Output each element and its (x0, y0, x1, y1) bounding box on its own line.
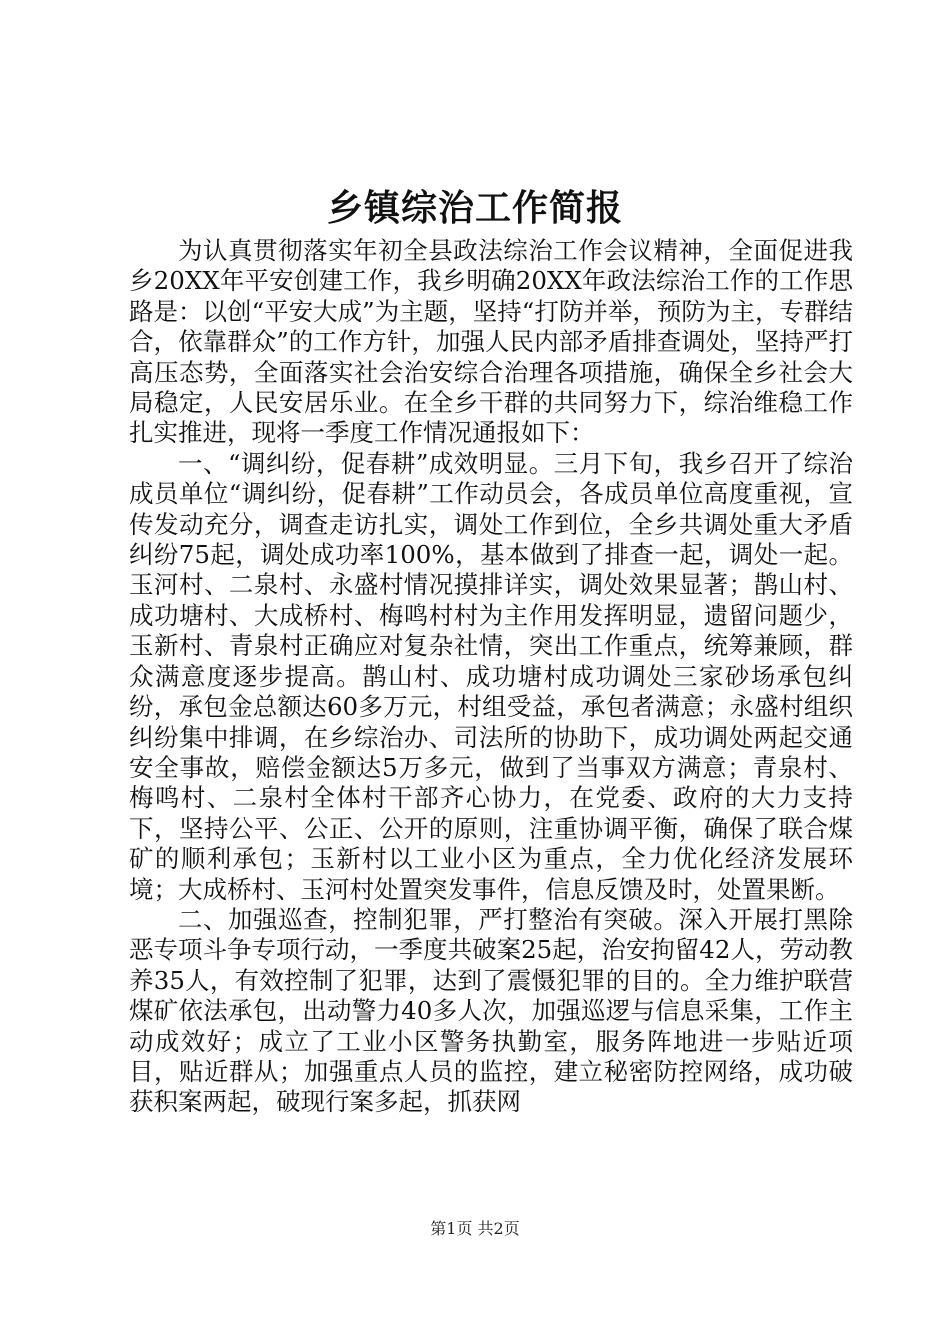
page-number-footer: 第1页 共2页 (430, 1219, 520, 1238)
paragraph-section-1: 一、“调纠纷，促春耕”成效明显。三月下旬，我乡召开了综治成员单位“调纠纷，促春耕”工作动员会，各成员单位高度重视，宣传发动充分，调查走访扎实，调处工作到位，全乡共调处重大矛盾纠纷75起，调处成功率100%，基本做到了排查一起，调处一起。玉河村、二泉村、永盛村情况摸排详实，调处效果显著；鹊山村、成功塘村、大成桥村、梅鸣村村为主作用发挥明显，遗留问题少，玉新村、青泉村正确应对复杂社情，突出工作重点，统筹兼顾，群众满意度逐步提高。鹊山村、成功塘村成功调处三家砂场承包纠纷，承包金总额达60多万元，村组受益，承包者满意；永盛村组织纠纷集中排调，在乡综治办、司法所的协助下，成功调处两起交通安全事故，赔偿金额达5万多元，做到了当事双方满意；青泉村、梅鸣村、二泉村全体村干部齐心协力，在党委、政府的大力支持下，坚持公平、公正、公开的原则，注重协调平衡，确保了联合煤矿的顺利承包；玉新村以工业小区为重点，全力优化经济发展环境；大成桥村、玉河村处置突发事件，信息反馈及时，处置果断。 (129, 448, 853, 904)
document-title: 乡镇综治工作简报 (326, 187, 623, 229)
paragraph-intro: 为认真贯彻落实年初全县政法综治工作会议精神，全面促进我乡20XX年平安创建工作，我乡明确20XX年政法综治工作的工作思路是：以创“平安大成”为主题，坚持“打防并举，预防为主，专群结合，依靠群众”的工作方针，加强人民内部矛盾排查调处，坚持严打高压态势，全面落实社会治安综合治理各项措施，确保全乡社会大局稳定，人民安居乐业。在全乡干群的共同努力下，综治维稳工作扎实推进，现将一季度工作情况通报如下： (129, 236, 853, 448)
document-body (129, 236, 853, 1118)
paragraph-section-2: 二、加强巡查，控制犯罪，严打整治有突破。深入开展打黑除恶专项斗争专项行动，一季度共破案25起，治安拘留42人，劳动教养35人，有效控制了犯罪，达到了震慑犯罪的目的。全力维护联营煤矿依法承包，出动警力40多人次，加强巡逻与信息采集，工作主动成效好；成立了工业小区警务执勤室，服务阵地进一步贴近项目，贴近群从；加强重点人员的监控，建立秘密防控网络，成功破获积案两起，破现行案多起，抓获网 (129, 904, 853, 1117)
